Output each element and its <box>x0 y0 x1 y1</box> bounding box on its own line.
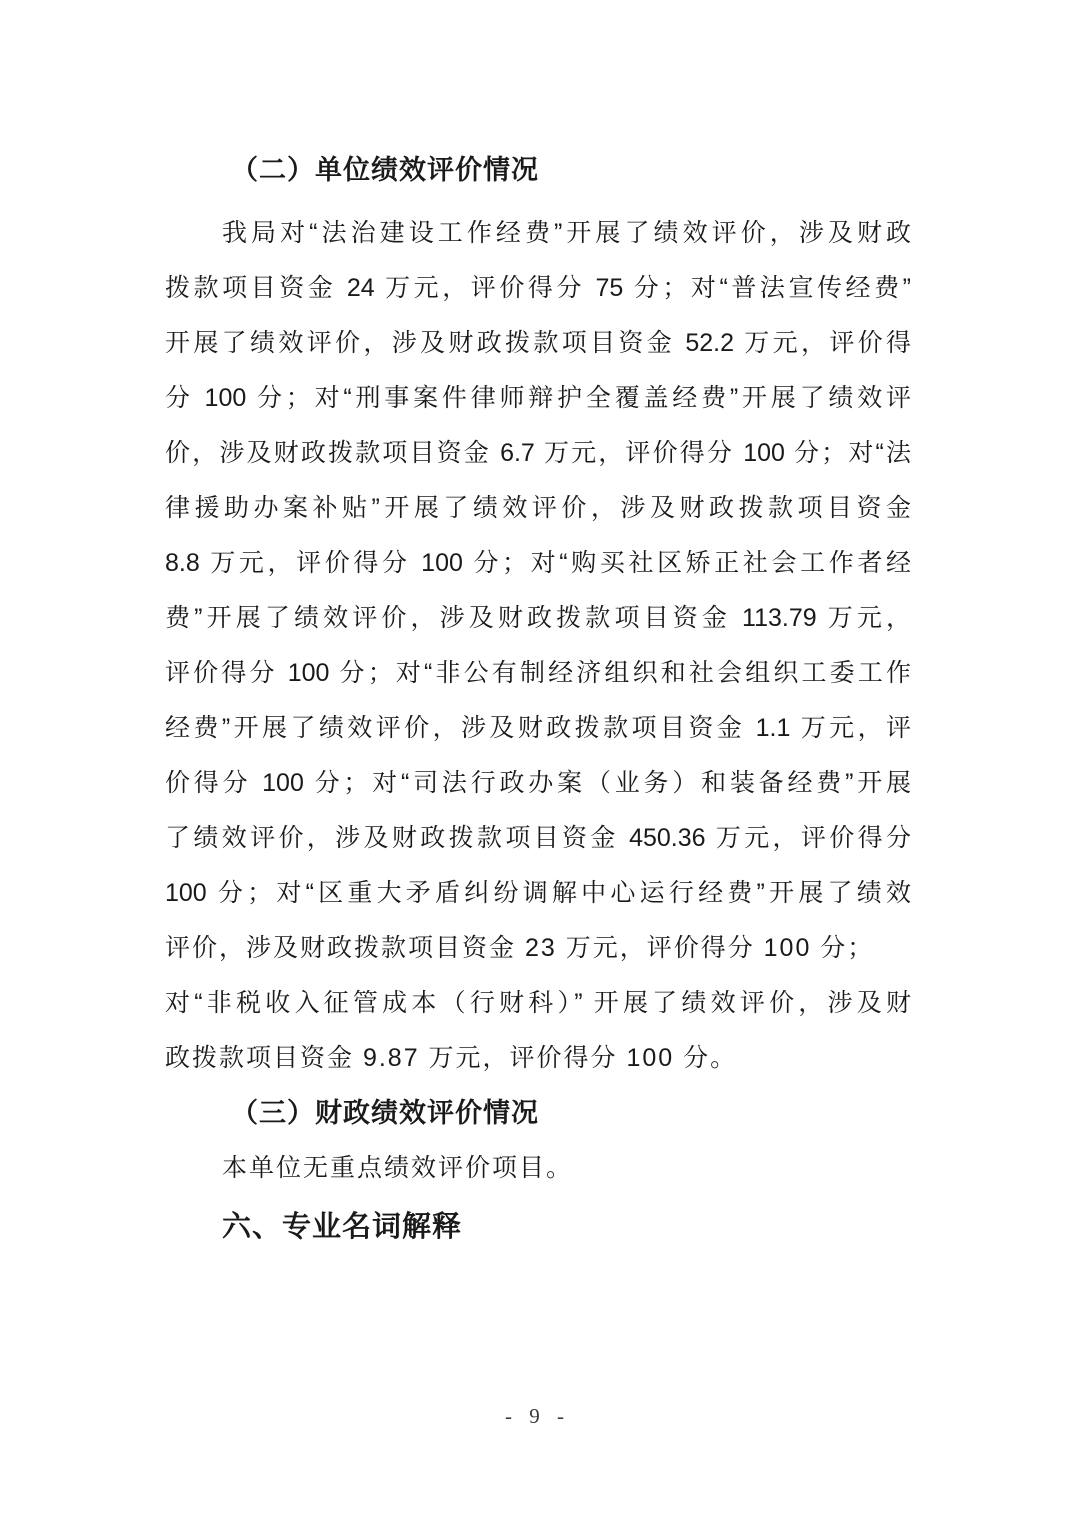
paragraph-line: 8.8 万元，评价得分 100 分；对“购买社区矫正社会工作者经 <box>165 549 911 577</box>
heading-unit-performance-eval: （二）单位绩效评价情况 <box>231 155 539 185</box>
paragraph-line: 律援助办案补贴”开展了绩效评价，涉及财政拨款项目资金 <box>165 494 911 522</box>
heading-terminology: 六、专业名词解释 <box>222 1211 463 1243</box>
paragraph-line: 了绩效评价，涉及财政拨款项目资金 450.36 万元，评价得分 <box>165 824 911 852</box>
paragraph-line: 经费”开展了绩效评价，涉及财政拨款项目资金 1.1 万元，评 <box>165 714 911 742</box>
paragraph-line: 价，涉及财政拨款项目资金 6.7 万元，评价得分 100 分；对“法 <box>165 439 911 467</box>
paragraph-fiscal-performance-eval: 本单位无重点绩效评价项目。 <box>222 1154 574 1182</box>
paragraph-line: 我局对“法治建设工作经费”开展了绩效评价，涉及财政 <box>222 219 911 247</box>
paragraph-line: 评价得分 100 分；对“非公有制经济组织和社会组织工委工作 <box>165 659 911 687</box>
paragraph-line: 费”开展了绩效评价，涉及财政拨款项目资金 113.79 万元， <box>165 604 912 632</box>
heading-fiscal-performance-eval: （三）财政绩效评价情况 <box>231 1098 539 1128</box>
paragraph-line: 对“非税收入征管成本（行财科）” 开展了绩效评价，涉及财 <box>165 989 911 1017</box>
page-number: - 9 - <box>505 1404 570 1428</box>
paragraph-line: 100 分；对“区重大矛盾纠纷调解中心运行经费”开展了绩效 <box>165 879 911 907</box>
paragraph-line: 分 100 分；对“刑事案件律师辩护全覆盖经费”开展了绩效评 <box>165 384 911 412</box>
paragraph-line: 政拨款项目资金 9.87 万元，评价得分 100 分。 <box>165 1044 738 1072</box>
paragraph-line: 开展了绩效评价，涉及财政拨款项目资金 52.2 万元，评价得 <box>165 329 911 357</box>
paragraph-unit-performance-eval <box>165 206 911 1086</box>
document-content <box>165 143 911 1255</box>
paragraph-line: 拨款项目资金 24 万元，评价得分 75 分；对“普法宣传经费” <box>165 274 911 302</box>
paragraph-line: 价得分 100 分；对“司法行政办案（业务）和装备经费”开展 <box>165 769 911 797</box>
paragraph-line: 评价，涉及财政拨款项目资金 23 万元，评价得分 100 分； <box>165 934 875 962</box>
